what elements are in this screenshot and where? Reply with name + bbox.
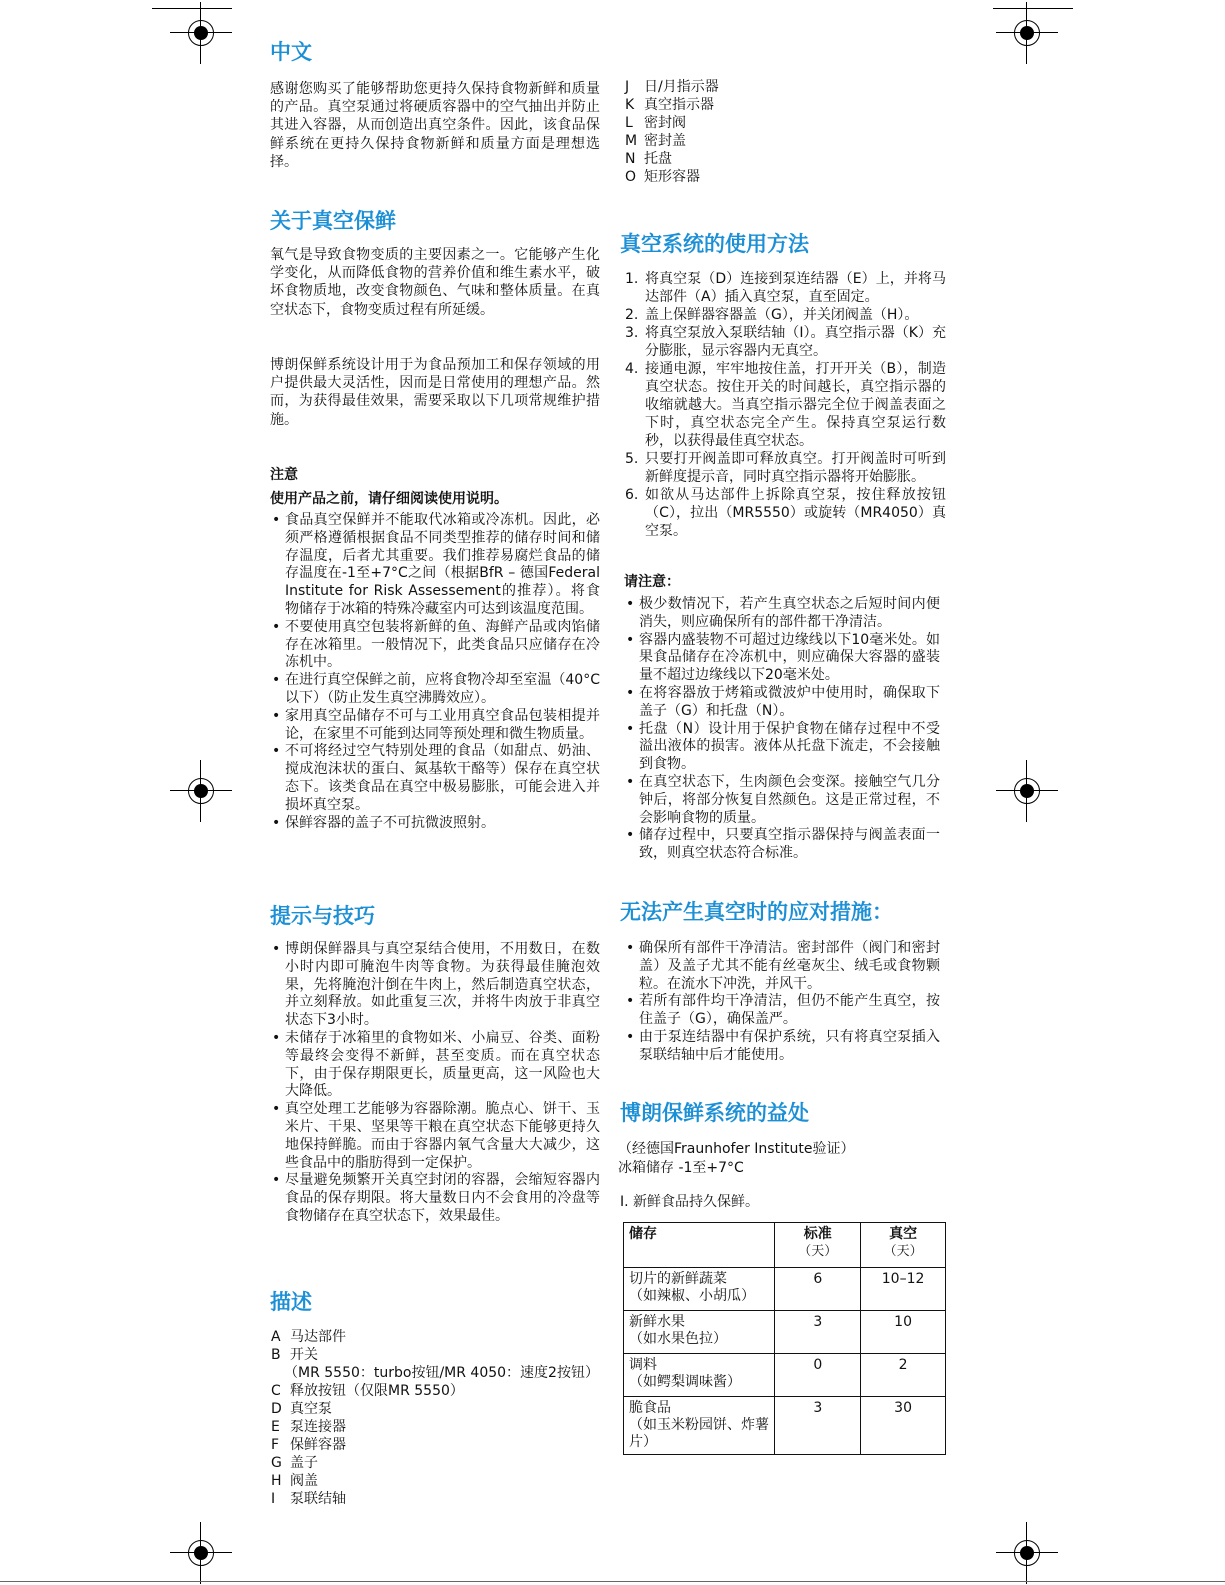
list-item: • 极少数情况下，若产生真空状态之后短时间内便消失，则应确保所有的部件都干净清洁。 [624,596,940,632]
list-item: • 托盘（N）设计用于保护食物在储存过程中不受溢出液体的损害。液体从托盘下流走，不会接触到食物。 [624,721,940,774]
list-item: • 保鲜容器的盖子不可抗微波照射。 [270,815,600,833]
section-heading-chinese: 中文 [270,40,312,64]
list-item: N 托盘 [625,151,672,167]
list-item: • 确保所有部件干净清洁。密封部件（阀门和密封盖）及盖子尤其不能有丝毫灰尘、绒毛或食物颗粒。在流水下冲洗，并风干。 [624,940,940,993]
table-cell: 脆食品 （如玉米粉园饼、炸薯片） [624,1397,775,1455]
table-cell: 3 [775,1397,861,1455]
usage-steps [624,270,946,540]
table-header-row [624,1223,946,1268]
attention-list [624,596,940,863]
table-cell: 调料 （如鳄梨调味酱） [624,1354,775,1397]
list-item: • 储存过程中，只要真空指示器保持与阀盖表面一致，则真空状态符合标准。 [624,827,940,863]
registration-mark-icon [1008,14,1046,52]
list-item: E 泵连接器 [271,1419,346,1435]
list-item: B 开关 [271,1347,318,1363]
storage-table [623,1222,946,1455]
parts-list-continued [624,78,719,186]
registration-mark-icon [1008,1534,1046,1572]
list-item: • 未储存于冰箱里的食物如米、小扁豆、谷类、面粉等最终会变得不新鲜，甚至变质。而在真空状态下，由于保存期限更长，质量更高，这一风险也大大降低。 [270,1030,600,1101]
list-item: L 密封阀 [625,115,686,131]
list-item: • 尽量避免频繁开关真空封闭的容器，会缩短容器内食品的保存期限。将大量数日内不会食用的冷盘等食物储存在真空状态下，效果最佳。 [270,1172,600,1225]
list-item: A 马达部件 [271,1329,346,1345]
section-i-title: I. 新鲜食品持久保鲜。 [620,1194,760,1210]
table-cell: 10 [861,1311,946,1354]
list-item: C 释放按钮（仅限MR 5550） [271,1383,464,1399]
list-item: • 在真空状态下，生肉颜色会变深。接触空气几分钟后，将部分恢复自然颜色。这是正常过程，不会影响食物的质量。 [624,774,940,827]
list-item: • 不要使用真空包装将新鲜的鱼、海鲜产品或肉馅储存在冰箱里。一般情况下，此类食品只应储存在冷冻机中。 [270,619,600,672]
list-item: 2. 盖上保鲜器容器盖（G），并关闭阀盖（H）。 [625,307,919,323]
list-item: • 由于泵连结器中有保护系统，只有将真空泵插入泵联结轴中后才能使用。 [624,1029,940,1065]
table-header: 储存 [624,1223,775,1268]
list-item: • 在进行真空保鲜之前，应将食物冷却至室温（40°C以下）（防止发生真空沸腾效应）。 [270,672,600,708]
intro-paragraph: 感谢您购买了能够帮助您更持久保持食物新鲜和质量的产品。真空泵通过将硬质容器中的空气抽出并防止其进入容器，从而创造出真空条件。因此，该食品保鲜系统在更持久保持食物新鲜和质量方面是理想选择。 [270,81,600,170]
crop-mark [993,8,1073,9]
fridge-temperature: 冰箱储存 -1至+7°C [618,1160,744,1176]
registration-mark-icon [182,772,220,810]
table-row [624,1268,946,1311]
section-heading-about: 关于真空保鲜 [270,209,396,233]
section-heading-troubleshooting: 无法产生真空时的应对措施： [620,900,893,924]
section-heading-usage: 真空系统的使用方法 [620,232,809,256]
registration-mark-icon [1008,772,1046,810]
table-row [624,1397,946,1455]
note-subtitle: 使用产品之前，请仔细阅读使用说明。 [270,491,508,507]
list-item: • 若所有部件均干净清洁，但仍不能产生真空，按住盖子（G），确保盖严。 [624,993,940,1029]
note-title: 注意 [270,467,298,483]
attention-title: 请注意： [624,574,680,590]
table-cell: 0 [775,1354,861,1397]
table-cell: 30 [861,1397,946,1455]
list-item: • 不可将经过空气特别处理的食品（如甜点、奶油、搅成泡沫状的蛋白、氮基软干酪等）保存在真空状态下。该类食品在真空中极易膨胀，可能会进入并损坏真空泵。 [270,743,600,814]
verification-note: （经德国Fraunhofer Institute验证） [618,1141,855,1157]
table-cell: 切片的新鲜蔬菜 （如辣椒、小胡瓜） [624,1268,775,1311]
list-item: G 盖子 [271,1455,318,1471]
list-item: I 泵联结轴 [271,1491,346,1507]
list-item: J 日/月指示器 [625,79,719,95]
list-item: O 矩形容器 [625,169,700,185]
parts-list [270,1328,600,1508]
section-heading-benefits: 博朗保鲜系统的益处 [620,1101,809,1125]
list-item: • 家用真空品储存不可与工业用真空食品包装相提并论，在家里不可能到达同等预处理和微生物质量。 [270,708,600,744]
table-header: 真空 （天） [861,1223,946,1268]
list-item: 1. 将真空泵（D）连接到泵连结器（E）上，并将马达部件（A）插入真空泵，直至固定。 [625,271,946,305]
registration-mark-icon [182,14,220,52]
list-item: F 保鲜容器 [271,1437,346,1453]
tips-list [270,941,600,1226]
table-cell: 新鲜水果 （如水果色拉） [624,1311,775,1354]
crop-mark [0,1581,1225,1582]
list-item: 5. 只要打开阀盖即可释放真空。打开阀盖时可听到新鲜度提示音，同时真空指示器将开始膨胀。 [625,451,946,485]
list-item: 3. 将真空泵放入泵联结轴（I）。真空指示器（K）充分膨胀，显示容器内无真空。 [625,325,946,359]
crop-mark [152,8,232,9]
list-item: D 真空泵 [271,1401,332,1417]
list-item: （MR 5550：turbo按钮/MR 4050：速度2按钮） [284,1365,599,1381]
list-item: K 真空指示器 [625,97,714,113]
notes-list [270,512,600,832]
table-cell: 2 [861,1354,946,1397]
list-item: 4. 接通电源，牢牢地按住盖，打开开关（B），制造真空状态。按住开关的时间越长，真空指示器的收缩就越大。当真空指示器完全位于阀盖表面之下时，真空状态完全产生。保持真空泵运行数秒，以获得最佳真空状态。 [625,361,946,449]
table-cell: 10–12 [861,1268,946,1311]
table-row [624,1354,946,1397]
section-heading-tips: 提示与技巧 [270,904,375,928]
section-heading-description: 描述 [270,1290,312,1314]
about-paragraph-2: 博朗保鲜系统设计用于为食品预加工和保存领域的用户提供最大灵活性，因而是日常使用的理想产品。然而，为获得最佳效果，需要采取以下几项常规维护措施。 [270,357,600,428]
list-item: H 阀盖 [271,1473,318,1489]
table-cell: 3 [775,1311,861,1354]
registration-mark-icon [182,1534,220,1572]
list-item: • 容器内盛装物不可超过边缘线以下10毫米处。如果食品储存在冷冻机中，则应确保大容器的盛装量不超过边缘线以下20毫米处。 [624,632,940,685]
table-row [624,1311,946,1354]
list-item: • 在将容器放于烤箱或微波炉中使用时，确保取下盖子（G）和托盘（N）。 [624,685,940,721]
table-cell: 6 [775,1268,861,1311]
list-item: • 食品真空保鲜并不能取代冰箱或冷冻机。因此，必须严格遵循根据食品不同类型推荐的储存时间和储存温度，后者尤其重要。我们推荐易腐烂食品的储存温度在-1至+7°C之间（根据BfR – 德国Federal Institute for Risk Assessement的推荐）。将食物储存于冰箱的特殊冷藏室内可达到该温度范围。 [270,512,600,619]
list-item: • 博朗保鲜器具与真空泵结合使用，不用数日，在数小时内即可腌泡牛肉等食物。为获得最佳腌泡效果，先将腌泡汁倒在牛肉上，然后制造真空状态，并立刻释放。如此重复三次，并将牛肉放于非真空状态下3小时。 [270,941,600,1030]
table-header: 标准 （天） [775,1223,861,1268]
list-item: M 密封盖 [625,133,686,149]
about-paragraph-1: 氧气是导致食物变质的主要因素之一。它能够产生化学变化，从而降低食物的营养价值和维生素水平，破坏食物质地，改变食物颜色、气味和整体质量。在真空状态下，食物变质过程有所延缓。 [270,247,600,318]
list-item: • 真空处理工艺能够为容器除潮。脆点心、饼干、玉米片、干果、坚果等干粮在真空状态下能够更持久地保持鲜脆。而由于容器内氧气含量大大减少，这些食品中的脂肪得到一定保护。 [270,1101,600,1172]
list-item: 6. 如欲从马达部件上拆除真空泵，按住释放按钮（C），拉出（MR5550）或旋转（MR4050）真空泵。 [625,487,946,539]
troubleshooting-list [624,940,940,1065]
